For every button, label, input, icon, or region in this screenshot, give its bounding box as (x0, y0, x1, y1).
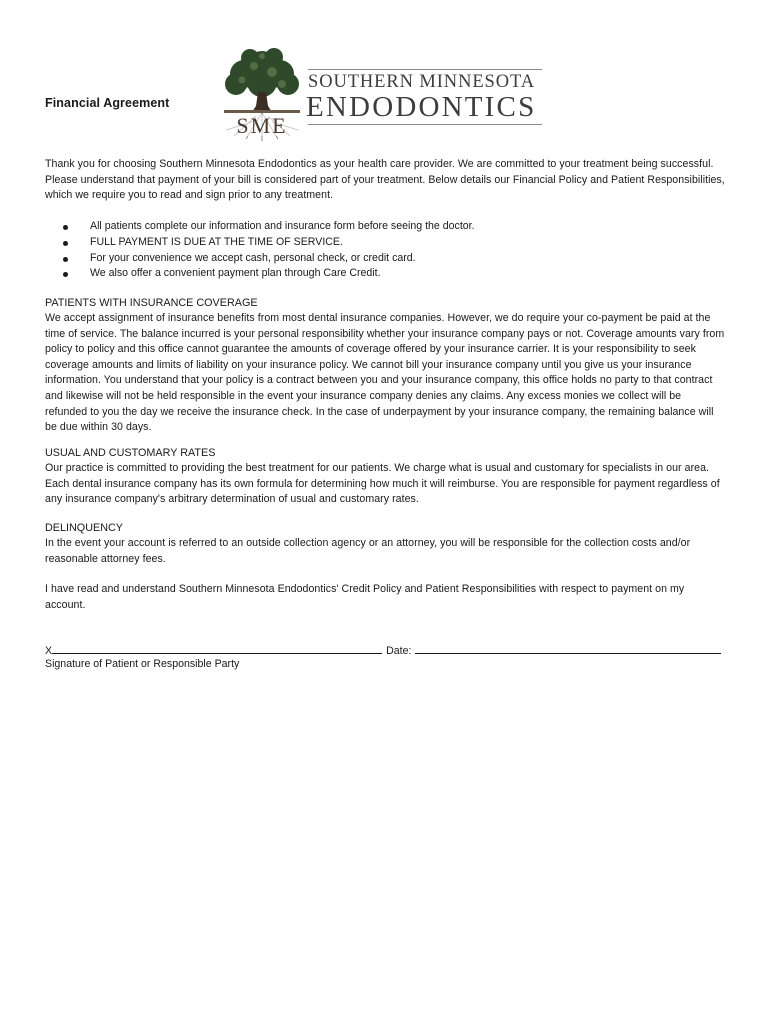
signature-prefix: X (45, 645, 53, 657)
bullet-text: FULL PAYMENT IS DUE AT THE TIME OF SERVICE. (90, 235, 343, 248)
practice-logo (216, 44, 546, 144)
signature-caption: Signature of Patient or Responsible Party (45, 658, 240, 670)
oak-tree-icon (216, 44, 308, 144)
list-item (62, 251, 722, 267)
list-item (62, 219, 722, 235)
bullet-text: For your convenience we accept cash, personal check, or credit card. (90, 251, 416, 264)
bullet-icon (63, 257, 68, 262)
bullet-text: We also offer a convenient payment plan through Care Credit. (90, 267, 381, 280)
section-text-delinquency: In the event your account is referred to an outside collection agency or an attorney, you will be responsible for the collection costs and/or reasonable attorney fees. (45, 537, 691, 565)
bullet-icon (63, 272, 68, 277)
date-label: Date: (386, 645, 412, 657)
logo-line-southern-minnesota: SOUTHERN MINNESOTA (308, 72, 535, 92)
section-heading-delinquency: DELINQUENCY (45, 522, 123, 534)
section-heading-rates: USUAL AND CUSTOMARY RATES (45, 447, 216, 459)
bullet-icon (63, 225, 68, 230)
bullet-icon (63, 241, 68, 246)
section-text-insurance: We accept assignment of insurance benefits from most dental insurance companies. However, we do require your co-payment be paid at the time of service. The balance incurred is your personal responsibility whether your insurance company pays or not. Coverage amounts vary from policy to policy and this office cannot guarantee the amounts of coverage offered by your insurance carrier. It is your responsibility to seek coverage amounts and limits of liability on your insurance policy. We cannot bill your insurance company until you give us your insurance information. You understand that your policy is a contract between you and your insurance company, this office holds no party to that contract and likewise will not be held responsible in the event your insurance company denies any claims. Any excess monies we collect will be refunded to you the day we receive the insurance check. In the case of underpayment by your insurance company, the remaining balance will be due within 30 days. (45, 312, 725, 434)
list-item (62, 235, 722, 251)
acknowledgement-paragraph: I have read and understand Southern Minnesota Endodontics' Credit Policy and Patient Responsibilities with respect to payment on my account. (45, 583, 685, 611)
section-text-rates: Our practice is committed to providing the best treatment for our patients. We charge what is usual and customary for specialists in our area. Each dental insurance company has its own formula for determining how much it will reimburse. You are responsible for payment regardless of any insurance company's arbitrary determination of usual and customary rates. (45, 462, 720, 506)
date-field[interactable] (415, 642, 721, 654)
logo-initials: SME (236, 113, 288, 138)
logo-line-endodontics: ENDODONTICS (306, 91, 537, 123)
policy-bullet-list (62, 219, 722, 282)
intro-paragraph: Thank you for choosing Southern Minnesota Endodontics as your health care provider. We are committed to your treatment being successful. Please understand that payment of your bill is considered part of your treatment. Below details our Financial Policy and Patient Responsibilities, which we require you to read and sign prior to any treatment. (45, 158, 725, 202)
signature-field[interactable] (52, 642, 382, 654)
list-item (62, 266, 722, 282)
bullet-text: All patients complete our information and insurance form before seeing the doctor. (90, 220, 475, 232)
document-title: Financial Agreement (45, 96, 170, 110)
logo-rule-top (308, 69, 542, 70)
section-heading-insurance: PATIENTS WITH INSURANCE COVERAGE (45, 297, 258, 309)
logo-rule-bottom (308, 124, 542, 125)
